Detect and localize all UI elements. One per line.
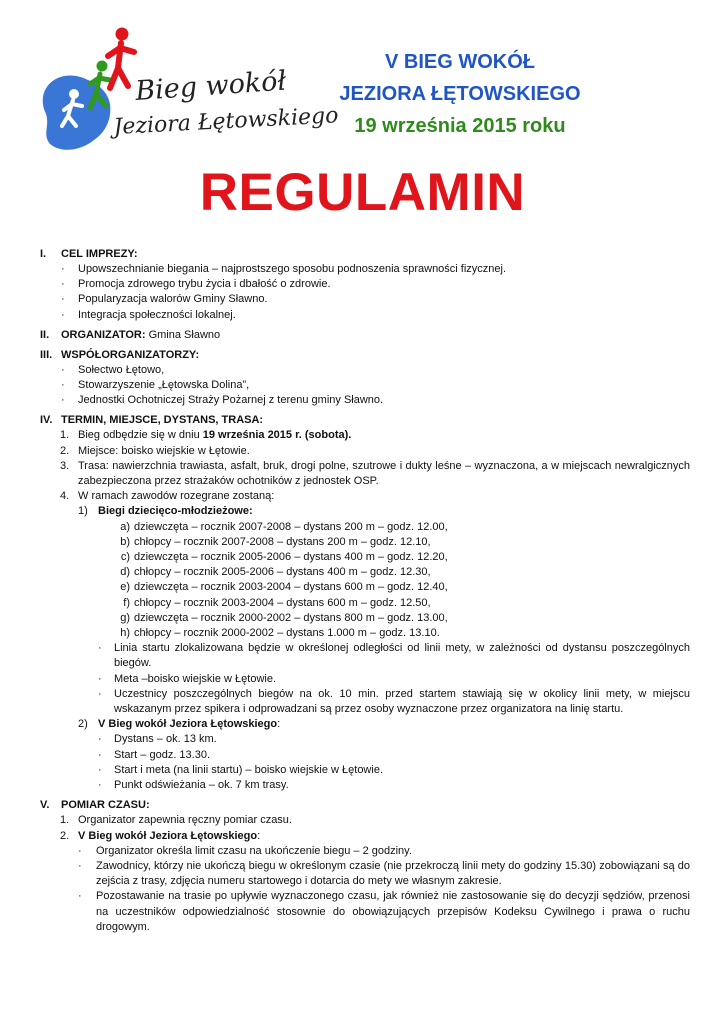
- item-text: Miejsce: boisko wiejskie w Łętowie.: [78, 444, 250, 457]
- subsection-title: Biegi dziecięco-młodzieżowe:: [98, 505, 253, 518]
- section-title: POMIAR CZASU:: [61, 799, 150, 812]
- bullet-marker: ·: [78, 890, 82, 903]
- item-text: Trasa: nawierzchnia trawiasta, asfalt, bruk, drogi polne, szutrowe i dukty leśne – wyznaczona, a w miejscach newralgicznych zabezpieczona przez strażaków ochotników z jednostek OSP.: [78, 459, 690, 488]
- bullet-marker: ·: [98, 687, 102, 700]
- section-number: IV.: [40, 414, 53, 427]
- section-title: WSPÓŁORGANIZATORZY:: [61, 348, 200, 361]
- bullet-marker: ·: [61, 394, 65, 407]
- race-text: dziewczęta – rocznik 2003-2004 – dystans 600 m – godz. 12.40,: [134, 581, 448, 594]
- race-text: chłopcy – rocznik 2003-2004 – dystans 600 m – godz. 12.50,: [134, 596, 431, 609]
- header-line-1: V BIEG WOKÓŁ: [385, 51, 535, 73]
- bullet-marker: ·: [61, 293, 65, 306]
- item-number: 3.: [60, 459, 70, 472]
- bullet-marker: ·: [98, 733, 102, 746]
- bullet-marker: ·: [61, 263, 65, 275]
- list-item: [40, 262, 690, 277]
- bullet-marker: ·: [61, 363, 65, 376]
- race-letter: b): [120, 535, 130, 548]
- section-title: CEL IMPREZY:: [61, 248, 138, 260]
- race-text: dziewczęta – rocznik 2000-2002 – dystans 800 m – godz. 13.00,: [134, 611, 448, 624]
- section-heading-goal: [40, 247, 690, 262]
- race-letter: c): [120, 551, 130, 564]
- item-number: 2.: [60, 829, 70, 842]
- race-letter: f): [123, 596, 130, 609]
- list-item: [40, 363, 690, 378]
- bullet-marker: ·: [78, 844, 82, 857]
- bullet-marker: ·: [61, 379, 65, 392]
- item-number: 1.: [60, 814, 70, 827]
- list-item-text: Promocja zdrowego trybu życia i dbałość o zdrowie.: [78, 278, 331, 291]
- item-text: Bieg odbędzie się w dniu: [78, 429, 203, 442]
- note-text: Pozostawanie na trasie po upływie wyznaczonego czasu, jak również nie zastosowanie się do decyzji sędziów, przenosi na uczestników odpowiedzialność stosownie do obowiązujących przepisów Kodeksu Cywilnego i prawa o ruchu drogowym.: [96, 890, 690, 933]
- race-item: [40, 535, 690, 550]
- subsection-heading: [40, 504, 690, 519]
- numbered-item: [40, 489, 690, 504]
- list-item: [40, 393, 690, 408]
- race-item: [40, 565, 690, 580]
- section-number: V.: [40, 799, 50, 812]
- race-text: chłopcy – rocznik 2007-2008 – dystans 200 m – godz. 12.10,: [134, 535, 431, 548]
- race-letter: a): [120, 520, 130, 533]
- section-heading-coorganizers: [40, 348, 690, 363]
- subsection-number: 2): [78, 718, 88, 731]
- colon: :: [257, 829, 261, 842]
- list-item-text: Sołectwo Łętowo,: [78, 363, 165, 376]
- race-letter: d): [120, 566, 130, 579]
- item-title: V Bieg wokół Jeziora Łętowskiego: [78, 829, 258, 842]
- race-item: [40, 580, 690, 595]
- note-item: [40, 778, 690, 793]
- bullet-marker: ·: [78, 859, 82, 872]
- list-item-text: Jednostki Ochotniczej Straży Pożarnej z terenu gminy Sławno.: [78, 394, 384, 407]
- bullet-marker: ·: [98, 672, 102, 685]
- list-item-text: Popularyzacja walorów Gminy Sławno.: [78, 293, 268, 306]
- list-item: [40, 277, 690, 292]
- bullet-marker: ·: [98, 748, 102, 761]
- note-text: Start i meta (na linii startu) – boisko wiejskie w Łętowie.: [114, 763, 383, 776]
- note-text: Start – godz. 13.30.: [114, 748, 211, 761]
- race-item: [40, 596, 690, 611]
- bullet-marker: ·: [98, 763, 102, 776]
- bullet-marker: ·: [61, 308, 65, 321]
- item-number: 2.: [60, 444, 70, 457]
- numbered-item: [40, 459, 690, 489]
- list-item: [40, 292, 690, 307]
- bullet-marker: ·: [61, 278, 65, 291]
- numbered-item: [40, 829, 690, 844]
- subsection-heading: [40, 717, 690, 732]
- subsection-number: 1): [78, 505, 88, 518]
- list-item: [40, 378, 690, 393]
- race-letter: g): [120, 611, 130, 624]
- section-heading-timing: [40, 798, 690, 813]
- numbered-item: [40, 813, 690, 828]
- subsection-title: V Bieg wokół Jeziora Łętowskiego: [98, 718, 278, 731]
- section-heading-schedule: [40, 413, 690, 428]
- note-item: [40, 687, 690, 717]
- list-item-text: Stowarzyszenie „Łętowska Dolina”,: [78, 379, 250, 392]
- race-text: chłopcy – rocznik 2000-2002 – dystans 1.000 m – godz. 13.10.: [134, 627, 440, 640]
- logo-text-line1: Bieg wokół: [134, 65, 288, 107]
- race-letter: h): [120, 627, 130, 640]
- race-text: dziewczęta – rocznik 2007-2008 – dystans 200 m – godz. 12.00,: [134, 520, 448, 533]
- event-date: 19 września 2015 r. (sobota).: [202, 429, 352, 442]
- note-item: [40, 859, 690, 889]
- organizer-name: Gmina Sławno: [145, 328, 221, 341]
- race-item: [40, 550, 690, 565]
- list-item: [40, 308, 690, 323]
- numbered-item: [40, 444, 690, 459]
- note-item: [40, 732, 690, 747]
- header-date: 19 września 2015 roku: [354, 115, 566, 137]
- colon: :: [277, 718, 281, 731]
- note-item: [40, 748, 690, 763]
- note-text: Punkt odświeżania – ok. 7 km trasy.: [114, 779, 289, 792]
- section-title: ORGANIZATOR:: [61, 328, 146, 341]
- race-item: [40, 626, 690, 641]
- note-text: Meta –boisko wiejskie w Łętowie.: [114, 672, 277, 685]
- note-text: Dystans – ok. 13 km.: [114, 733, 217, 746]
- section-number: I.: [40, 248, 47, 260]
- note-text: Zawodnicy, którzy nie ukończą biegu w określonym czasie (nie przekroczą linii mety do godziny 15.30) zobowiązani są do zejścia z trasy, zdjęcia numeru startowego i dotarcia do mety we własnym zakresie.: [96, 859, 690, 888]
- race-item: [40, 611, 690, 626]
- race-text: dziewczęta – rocznik 2005-2006 – dystans 400 m – godz. 12.20,: [134, 551, 448, 564]
- note-item: [40, 641, 690, 671]
- numbered-item: [40, 428, 690, 443]
- note-item: [40, 844, 690, 859]
- race-item: [40, 520, 690, 535]
- bullet-marker: ·: [98, 779, 102, 792]
- race-text: chłopcy – rocznik 2005-2006 – dystans 400 m – godz. 12.30,: [134, 566, 431, 579]
- note-text: Uczestnicy poszczególnych biegów na ok. 10 min. przed startem stawiają się w okolicy linii mety, w miejscu wskazanym przez spikera i odprowadzani są przez osoby wyznaczone przez organizatora na linię startu.: [114, 687, 690, 716]
- section-number: III.: [40, 348, 53, 361]
- regulations-body: [40, 242, 690, 935]
- item-text: Organizator zapewnia ręczny pomiar czasu.: [78, 814, 292, 827]
- item-number: 4.: [60, 490, 70, 503]
- race-letter: e): [120, 581, 130, 594]
- note-item: [40, 889, 690, 935]
- section-heading-organizer: [40, 328, 690, 343]
- note-text: Linia startu zlokalizowana będzie w określonej odległości od linii mety, w zależności od dystansu poszczególnych biegów.: [114, 642, 690, 670]
- runner-red-figure: [108, 28, 134, 88]
- lake-shape: [43, 76, 111, 150]
- item-number: 1.: [60, 429, 70, 442]
- event-logo: [36, 22, 340, 160]
- note-item: [40, 763, 690, 778]
- section-title: TERMIN, MIEJSCE, DYSTANS, TRASA:: [61, 414, 264, 427]
- bullet-marker: ·: [98, 642, 102, 655]
- note-item: [40, 672, 690, 687]
- list-item-text: Integracja społeczności lokalnej.: [78, 308, 236, 321]
- logo-text-line2: Jeziora Łętowskiego: [113, 103, 340, 140]
- document-title: REGULAMIN: [199, 163, 526, 222]
- note-text: Organizator określa limit czasu na ukończenie biegu – 2 godziny.: [96, 844, 412, 857]
- list-item-text: Upowszechnianie biegania – najprostszego sposobu podnoszenia sprawności fizycznej.: [78, 263, 507, 275]
- header-line-2: JEZIORA ŁĘTOWSKIEGO: [339, 83, 581, 105]
- item-text: W ramach zawodów rozegrane zostaną:: [78, 490, 275, 503]
- section-number: II.: [40, 328, 50, 341]
